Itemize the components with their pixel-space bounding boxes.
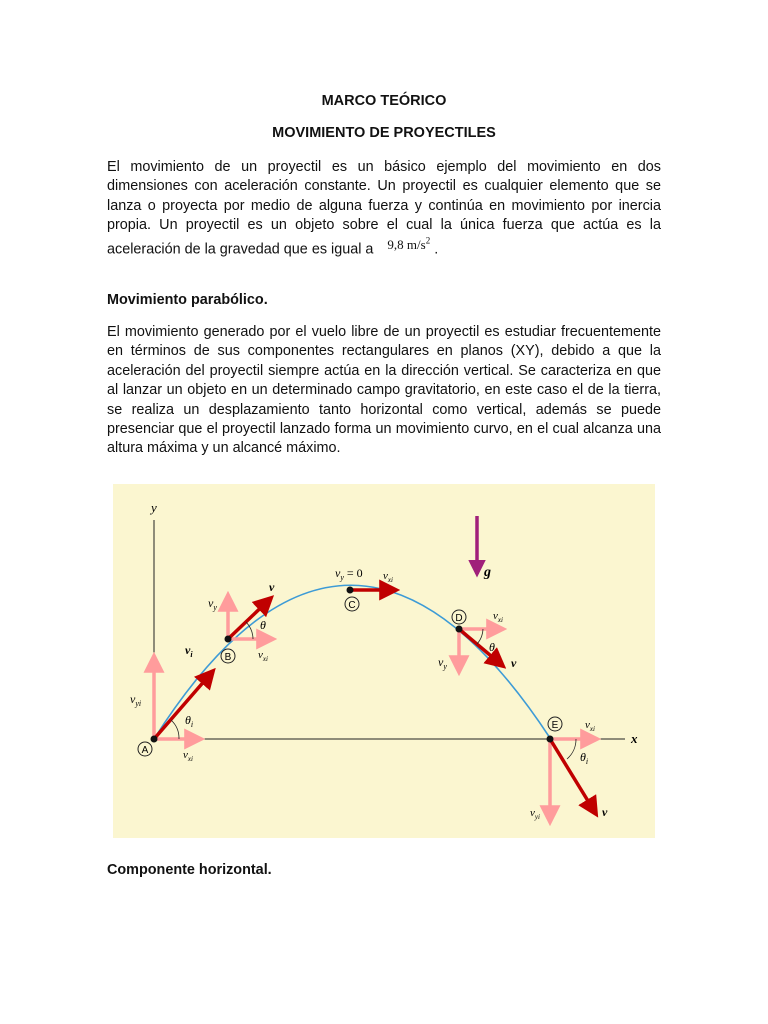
heading-horizontal: Componente horizontal.	[107, 862, 272, 878]
projectile-figure	[113, 484, 655, 838]
point-b-dot	[225, 636, 232, 643]
point-e-label: E	[551, 720, 559, 731]
vy0-label: $v_y = 0$	[335, 566, 363, 582]
v-arrow-e	[550, 739, 596, 814]
vi-arrow	[154, 671, 213, 739]
point-a-label: A	[141, 745, 149, 756]
gravity-value: 9,8 m/s	[387, 236, 426, 252]
vyi-label-e: $v_{yi}$	[530, 807, 540, 821]
theta-arc-d	[477, 629, 483, 644]
theta-i-label-e: $\theta_i$	[580, 750, 589, 766]
gravity-period: .	[434, 240, 439, 257]
vxi-label-c: $v_{xi}$	[383, 570, 393, 584]
v-arrow-d	[459, 629, 503, 666]
document-title: MARCO TEÓRICO	[321, 93, 447, 109]
point-d-dot	[456, 626, 463, 633]
v-label-b: v	[269, 580, 275, 594]
heading-parabolic: Movimiento parabólico.	[107, 292, 268, 308]
vxi-label-d: $v_{xi}$	[493, 610, 503, 624]
theta-i-arc-a	[171, 720, 179, 739]
v-label-d: v	[511, 656, 517, 670]
point-c-dot	[347, 587, 354, 594]
gravity-exponent: 2	[425, 235, 431, 246]
point-d-label: D	[455, 613, 463, 624]
vyi-label: $v_{yi}$	[130, 692, 142, 708]
theta-label-b: θ	[260, 618, 266, 632]
vxi-label-a: $v_{xi}$	[183, 749, 193, 763]
gravity-formula	[387, 237, 430, 252]
point-a-dot	[151, 736, 158, 743]
theta-i-label-a: $\theta_i$	[185, 713, 194, 729]
point-e-dot	[547, 736, 554, 743]
vxi-label-b: $v_{xi}$	[258, 649, 268, 663]
intro-paragraph	[107, 158, 661, 270]
vxi-label-e: $v_{xi}$	[585, 719, 595, 733]
gravity-label: g	[484, 565, 491, 580]
vi-label: $v_i$	[185, 643, 193, 659]
vy-label-b: $v_y$	[208, 596, 217, 612]
projectile-diagram	[113, 484, 655, 838]
point-c-label: C	[348, 600, 356, 611]
y-axis-label: y	[151, 500, 157, 515]
point-b-label: B	[224, 652, 232, 663]
intro-text: El movimiento de un proyectil es un básico ejemplo del movimiento en dos dimensiones con aceleración constante. Un proyectil es cualquier elemento que se lanza o proyecta por medio de alguna fuerza y continúa en movimiento por inercia propia. Un proyectil es un objeto sobre el cual la única fuerza que actúa es la aceleración de la gravedad que es igual a	[107, 159, 661, 257]
vy-label-d: $v_y$	[438, 655, 447, 671]
x-axis-label: x	[631, 731, 638, 746]
parabolic-paragraph: El movimiento generado por el vuelo libre de un proyectil es estudiar frecuentemente en términos de sus componentes rectangulares en planos (XY), debido a que la aceleración del proyectil siempre actúa en la dirección vertical. Se caracteriza en que al lanzar un objeto en un determinado campo gravitatorio, en este caso el de la tierra, se realiza un desplazamiento tanto horizontal como vertical, además se puede presenciar que el proyectil lanzado forma un movimiento curvo, en el cual alcanza una altura máxima y un alcancé máximo.	[107, 324, 661, 457]
v-label-e: v	[602, 805, 608, 819]
theta-label-d: θ	[489, 640, 495, 654]
theta-i-arc-e	[567, 739, 576, 759]
document-subtitle: MOVIMIENTO DE PROYECTILES	[272, 125, 496, 141]
